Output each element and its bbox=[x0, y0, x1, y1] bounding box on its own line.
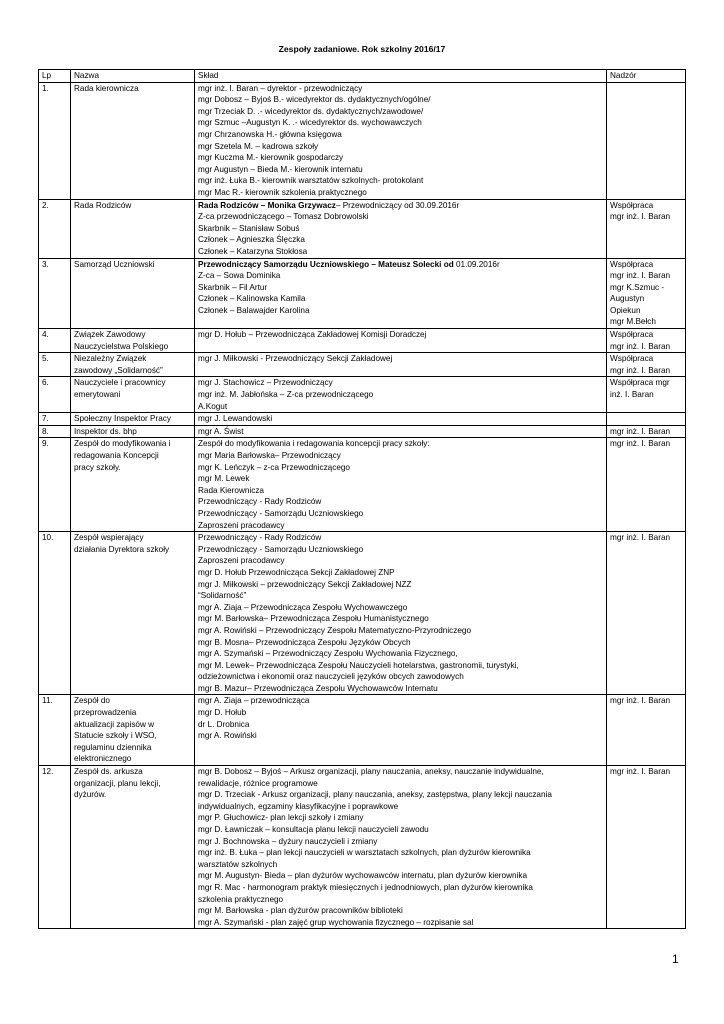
sklad-line: mgr Dobosz – Byjoś B.- wicedyrektor ds. dydaktycznych/ogólne/ bbox=[198, 95, 431, 105]
name-line: Związek Zawodowy bbox=[74, 330, 146, 340]
sklad-line: mgr A. Szymański – Przewodniczący Zespołu Wychowania Fizycznego, bbox=[198, 649, 458, 659]
table-body bbox=[39, 82, 686, 929]
table-row bbox=[39, 413, 686, 426]
sklad-line: mgr D. Trzeciak - Arkusz organizacji, plany nauczania, aneksy, zastępstwa, plany lekcji nauczania bbox=[198, 790, 552, 800]
row-sklad bbox=[195, 413, 607, 426]
sklad-line: szkolenia praktycznego bbox=[198, 894, 284, 904]
row-nadzor bbox=[607, 766, 686, 929]
nadzor-line: mgr inż. I. Baran bbox=[610, 533, 671, 543]
table-row bbox=[39, 82, 686, 199]
sklad-line: mgr Augustyn – Bieda M.- kierownik internatu bbox=[198, 164, 363, 174]
sklad-line: mgr J. Bochnowska – dyżury nauczycieli i zmiany bbox=[198, 836, 378, 846]
sklad-line: rewalidacje, różnice programowe bbox=[198, 778, 318, 788]
name-line: organizacji, planu lekcji, bbox=[74, 778, 161, 788]
sklad-line: mgr D. Hołub Przewodnicząca Sekcji Zakładowej ZNP bbox=[198, 567, 395, 577]
row-lp: 12. bbox=[39, 766, 71, 929]
name-line: redagowania Koncepcji bbox=[74, 451, 159, 460]
row-nadzor bbox=[607, 258, 686, 329]
sklad-line: mgr B. Mazur– Przewodnicząca Zespołu Wychowawców Internatu bbox=[198, 683, 438, 693]
sklad-line: mgr inż. M. Jabłońska – Z-ca przewodniczącego bbox=[198, 390, 374, 400]
sklad-line: Z-ca – Sowa Dominika bbox=[198, 271, 281, 281]
row-lp: 4. bbox=[39, 329, 71, 353]
name-line: elektronicznego bbox=[74, 754, 132, 764]
row-sklad bbox=[195, 438, 607, 532]
sklad-line: “Solidarność” bbox=[198, 591, 247, 601]
sklad-line: mgr R. Mac - harmonogram praktyk miesięcznych i jednodniowych, plan dyżurów kierownika bbox=[198, 882, 533, 892]
sklad-line: Skarbnik – Fil Artur bbox=[198, 282, 268, 292]
table-row bbox=[39, 377, 686, 413]
nadzor-line: Opiekun bbox=[610, 305, 641, 315]
row-nadzor bbox=[607, 329, 686, 353]
sklad-line: Przewodniczący - Samorządu Uczniowskiego bbox=[198, 508, 364, 518]
sklad-lead-bold: Rada Rodziców – Monika Grzywacz bbox=[198, 200, 336, 210]
row-name bbox=[71, 258, 195, 329]
sklad-line: Członek – Katarzyna Stokłosa bbox=[198, 246, 308, 256]
nadzor-line: Współpraca bbox=[610, 200, 654, 210]
table-row bbox=[39, 329, 686, 353]
nadzor-line: Współpraca mgr bbox=[610, 378, 670, 388]
row-sklad bbox=[195, 353, 607, 377]
name-line: przeprowadzenia bbox=[74, 708, 137, 718]
sklad-line: A.Kogut bbox=[198, 401, 228, 411]
row-lp: 1. bbox=[39, 82, 71, 199]
name-line: Niezależny Związek bbox=[74, 354, 147, 364]
table-row bbox=[39, 425, 686, 438]
teams-table bbox=[38, 69, 686, 929]
nadzor-line: mgr inż. I. Baran bbox=[610, 212, 671, 222]
sklad-line: mgr Kuczma M.- kierownik gospodarczy bbox=[198, 153, 344, 163]
row-name bbox=[71, 329, 195, 353]
row-nadzor bbox=[607, 425, 686, 438]
row-sklad bbox=[195, 425, 607, 438]
name-line: Zespół ds. arkusza bbox=[74, 767, 143, 777]
sklad-line: Zaproszeni pracodawcy bbox=[198, 520, 285, 530]
sklad-line: mgr A. Rowiński bbox=[198, 731, 257, 741]
name-line: zawodowy „Solidarność” bbox=[74, 365, 163, 375]
nadzor-line: Współpraca bbox=[610, 330, 654, 340]
row-name bbox=[71, 353, 195, 377]
sklad-line: mgr J. Miłkowski - Przewodniczący Sekcji Zakładowej bbox=[198, 354, 393, 364]
sklad-line: Zespół do modyfikowania i redagowania koncepcji pracy szkoły: bbox=[198, 439, 430, 449]
header-name: Nazwa bbox=[71, 70, 195, 83]
nadzor-line: mgr inż. I. Baran bbox=[610, 696, 671, 706]
row-name bbox=[71, 532, 195, 695]
sklad-line: Członek – Agnieszka Ślęczka bbox=[198, 235, 305, 245]
header-nadzor: Nadzór bbox=[607, 70, 686, 83]
sklad-line: mgr M. Barłowska– Przewodnicząca Zespołu Humanistycznego bbox=[198, 614, 429, 624]
name-line: pracy szkoły. bbox=[74, 462, 121, 472]
table-header-row bbox=[39, 70, 686, 83]
sklad-line: mgr Maria Barłowska– Przewodniczący bbox=[198, 451, 341, 460]
sklad-line: Skarbnik – Stanisław Sobuś bbox=[198, 223, 300, 233]
table-row bbox=[39, 353, 686, 377]
sklad-line: mgr D. Hołub bbox=[198, 708, 247, 718]
sklad-lead-bold: Przewodniczący Samorządu Uczniowskiego – Mateusz Solecki od bbox=[198, 259, 454, 269]
sklad-line: mgr A. Ziaja – przewodnicząca bbox=[198, 696, 310, 706]
row-sklad bbox=[195, 377, 607, 413]
nadzor-line: mgr K.Szmuc - bbox=[610, 282, 665, 292]
sklad-line: mgr D. Ławniczak – konsultacja planu lekcji nauczycieli zawodu bbox=[198, 825, 429, 834]
nadzor-line: Współpraca bbox=[610, 259, 654, 269]
name-line: aktualizacji zapisów w bbox=[74, 719, 155, 729]
sklad-line: mgr Szetela M. – kadrowa szkoły bbox=[198, 141, 319, 151]
sklad-line: mgr Szmuc –Augustyn K. .- wicedyrektor ds. wychowawczych bbox=[198, 118, 422, 128]
table-row bbox=[39, 258, 686, 329]
row-name bbox=[71, 413, 195, 426]
sklad-line: Z-ca przewodniczącego – Tomasz Dobrowolski bbox=[198, 212, 369, 222]
sklad-lead-rest: – Przewodniczący od 30.09.2016r bbox=[335, 200, 460, 210]
sklad-line: mgr A. Świst bbox=[198, 426, 244, 436]
name-line: Nauczycielstwa Polskiego bbox=[74, 341, 169, 351]
name-line: Statucie szkoły i WSO, bbox=[74, 731, 157, 741]
sklad-line: Przewodniczący - Rady Rodziców bbox=[198, 497, 322, 507]
header-lp: Lp bbox=[39, 70, 71, 83]
nadzor-line: Współpraca bbox=[610, 354, 654, 364]
row-name bbox=[71, 766, 195, 929]
row-sklad bbox=[195, 766, 607, 929]
nadzor-line: mgr inż. I. Baran bbox=[610, 365, 671, 375]
sklad-line: mgr Chrzanowska H.- główna księgowa bbox=[198, 129, 342, 139]
row-lp: 11. bbox=[39, 695, 71, 766]
row-lp: 10. bbox=[39, 532, 71, 695]
row-lp: 5. bbox=[39, 353, 71, 377]
row-name bbox=[71, 377, 195, 413]
table-row bbox=[39, 438, 686, 532]
row-lp: 3. bbox=[39, 258, 71, 329]
nadzor-line: mgr inż. I. Baran bbox=[610, 271, 671, 281]
nadzor-line: Augustyn bbox=[610, 294, 645, 304]
row-name bbox=[71, 425, 195, 438]
sklad-line: Przewodniczący - Samorządu Uczniowskiego bbox=[198, 544, 364, 554]
sklad-line: mgr A. Szymański - plan zajęć grup wychowania fizycznego – rozpisanie sal bbox=[198, 917, 474, 927]
sklad-line: Członek – Balawajder Karolina bbox=[198, 305, 310, 315]
name-line: Nauczyciele i pracownicy bbox=[74, 378, 166, 388]
sklad-line: indywidualnych, egzaminy klasyfikacyjne i poprawkowe bbox=[198, 801, 399, 811]
sklad-line: mgr B. Dobosz – Byjoś – Arkusz organizacji, plany nauczania, aneksy, nauczanie indywidualne, bbox=[198, 767, 544, 777]
row-name bbox=[71, 695, 195, 766]
row-nadzor bbox=[607, 199, 686, 258]
name-line: działania Dyrektora szkoły bbox=[74, 544, 170, 554]
sklad-line: Rada Kierownicza bbox=[198, 485, 264, 495]
sklad-line: mgr M. Augustyn- Bieda – plan dyżurów wychowawców internatu, plan dyżurów kierownika bbox=[198, 871, 528, 881]
row-sklad bbox=[195, 532, 607, 695]
sklad-line: mgr inż. B. Łuka – plan lekcji nauczycieli w warsztatach szkolnych, plan dyżurów kierownika bbox=[198, 848, 531, 858]
sklad-line: mgr J. Miłkowski – przewodniczący Sekcji Zakładowej NZZ bbox=[198, 579, 412, 589]
sklad-line: mgr J. Stachowicz – Przewodniczący bbox=[198, 378, 333, 388]
sklad-line-lead bbox=[198, 259, 603, 271]
name-line: Inspektor ds. bhp bbox=[74, 426, 137, 436]
sklad-line: Przewodniczący - Rady Rodziców bbox=[198, 533, 322, 543]
sklad-line: mgr D. Hołub – Przewodnicząca Zakładowej Komisji Doradczej bbox=[198, 330, 427, 340]
table-row bbox=[39, 695, 686, 766]
row-sklad bbox=[195, 199, 607, 258]
name-line: Zespół wspierający bbox=[74, 533, 144, 543]
row-nadzor bbox=[607, 377, 686, 413]
row-nadzor bbox=[607, 438, 686, 532]
row-lp: 7. bbox=[39, 413, 71, 426]
name-line: Społeczny Inspektor Pracy bbox=[74, 414, 171, 424]
row-name bbox=[71, 82, 195, 199]
row-nadzor bbox=[607, 353, 686, 377]
name-line: Rada kierownicza bbox=[74, 83, 139, 93]
row-name bbox=[71, 199, 195, 258]
name-line: regulaminu dziennika bbox=[74, 742, 152, 752]
sklad-line-lead bbox=[198, 200, 603, 212]
name-line: Rada Rodziców bbox=[74, 200, 132, 210]
sklad-line: mgr Trzeciak D. .- wicedyrektor ds. dydaktycznych/zawodowe/ bbox=[198, 106, 424, 116]
sklad-line: mgr B. Mosna– Przewodnicząca Zespołu Języków Obcych bbox=[198, 637, 411, 647]
nadzor-line: mgr inż. I. Baran bbox=[610, 439, 671, 449]
row-sklad bbox=[195, 329, 607, 353]
nadzor-line: inż. I. Baran bbox=[610, 390, 654, 400]
nadzor-line: mgr M.Bełch bbox=[610, 317, 656, 327]
sklad-line: odzieżownictwa i ekonomii oraz nauczycieli języków obcych zawodowych bbox=[198, 672, 464, 682]
sklad-line: mgr Mac R.- kierownik szkolenia praktycznego bbox=[198, 187, 367, 197]
name-line: Zespół do bbox=[74, 696, 110, 706]
sklad-line: mgr A. Ziaja – Przewodnicząca Zespołu Wychowawczego bbox=[198, 602, 408, 612]
sklad-line: Zaproszeni pracodawcy bbox=[198, 556, 285, 566]
sklad-line: warsztatów szkolnych bbox=[198, 859, 278, 869]
row-lp: 2. bbox=[39, 199, 71, 258]
sklad-lead-rest: 01.09.2016r bbox=[453, 259, 500, 269]
header-sklad: Skład bbox=[195, 70, 607, 83]
table-row bbox=[39, 766, 686, 929]
row-nadzor bbox=[607, 695, 686, 766]
table-row bbox=[39, 199, 686, 258]
sklad-line: Członek – Kalinowska Kamila bbox=[198, 294, 306, 304]
sklad-line: mgr M. Barłowska - plan dyżurów pracowników biblioteki bbox=[198, 906, 403, 916]
sklad-line: mgr K. Leńczyk – z-ca Przewodniczącego bbox=[198, 462, 350, 472]
table-row bbox=[39, 532, 686, 695]
row-lp: 9. bbox=[39, 438, 71, 532]
row-sklad bbox=[195, 82, 607, 199]
sklad-line: mgr P. Głuchowicz- plan lekcji szkoły i zmiany bbox=[198, 813, 364, 823]
name-line: emerytowani bbox=[74, 390, 121, 400]
nadzor-line: mgr inż. I. Baran bbox=[610, 341, 671, 351]
nadzor-line: mgr inż. I. Baran bbox=[610, 426, 671, 436]
sklad-line: mgr A. Rowiński – Przewodniczący Zespołu Matematyczno-Przyrodniczego bbox=[198, 625, 472, 635]
name-line: dyżurów. bbox=[74, 790, 107, 800]
sklad-line: mgr J. Lewandowski bbox=[198, 414, 273, 424]
row-nadzor bbox=[607, 413, 686, 426]
sklad-line: mgr M. Lewek– Przewodnicząca Zespołu Nauczycieli hotelarstwa, gastronomii, turystyki, bbox=[198, 660, 519, 670]
name-line: Samorząd Uczniowski bbox=[74, 259, 155, 269]
row-nadzor bbox=[607, 532, 686, 695]
row-sklad bbox=[195, 258, 607, 329]
sklad-line: mgr inż. Łuka B.- kierownik warsztatów szkolnych- protokolant bbox=[198, 176, 424, 186]
row-sklad bbox=[195, 695, 607, 766]
nadzor-line: mgr inż. I. Baran bbox=[610, 767, 671, 777]
row-lp: 6. bbox=[39, 377, 71, 413]
sklad-line: mgr M. Lewek bbox=[198, 474, 250, 484]
sklad-line: dr L. Drobnica bbox=[198, 719, 250, 729]
row-name bbox=[71, 438, 195, 532]
page-number: 1 bbox=[672, 952, 679, 966]
row-nadzor bbox=[607, 82, 686, 199]
name-line: Zespół do modyfikowania i bbox=[74, 439, 171, 449]
sklad-line: mgr inż. I. Baran – dyrektor - przewodniczący bbox=[198, 83, 363, 93]
page-title: Zespoły zadaniowe. Rok szkolny 2016/17 bbox=[278, 44, 446, 54]
row-lp: 8. bbox=[39, 425, 71, 438]
